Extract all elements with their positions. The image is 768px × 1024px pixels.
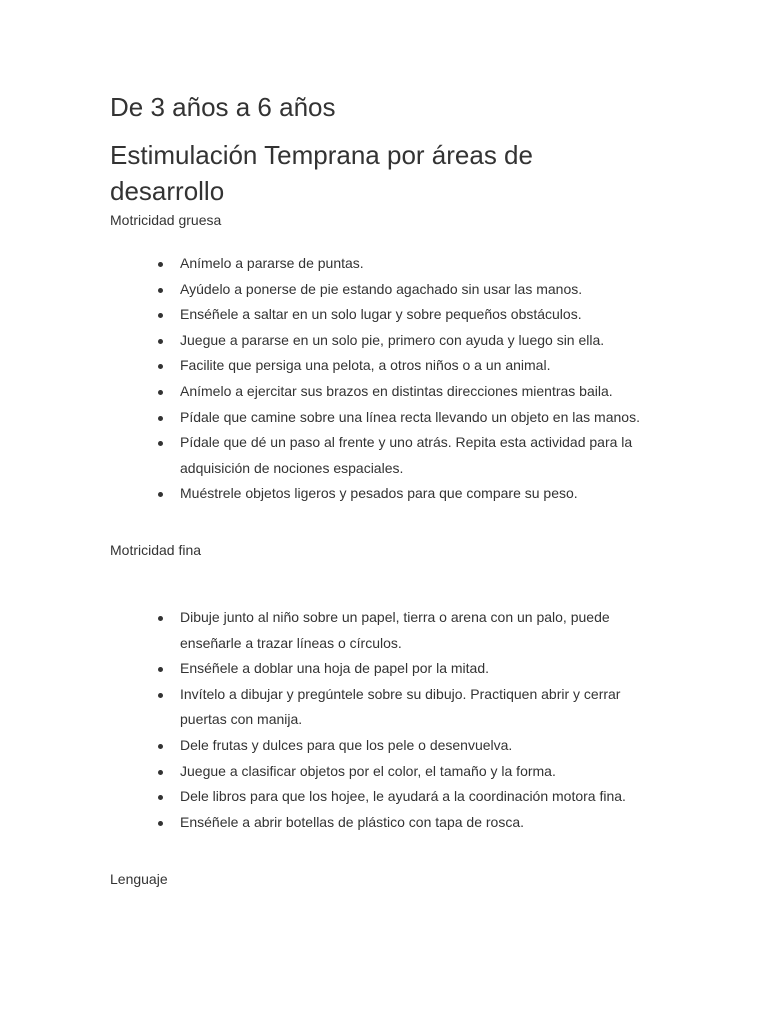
bullet-icon	[158, 616, 163, 621]
list-item	[110, 784, 670, 810]
list-item-text: Anímelo a pararse de puntas.	[180, 255, 364, 271]
bullet-icon	[158, 667, 163, 672]
list-item-text: Muéstrele objetos ligeros y pesados para que compare su peso.	[180, 485, 578, 502]
list-item-text: Pídale que dé un paso al frente y uno atrás. Repita esta actividad para la adquisición de nociones espaciales.	[180, 434, 633, 476]
bullet-icon	[158, 492, 163, 497]
list-item	[110, 682, 670, 733]
list-item-text: Invítelo a dibujar y pregúntele sobre su dibujo. Practiquen abrir y cerrar puertas con manija.	[180, 685, 621, 728]
list-item	[110, 302, 670, 328]
list-item	[110, 656, 670, 682]
list-item-text: Juegue a pararse en un solo pie, primero con ayuda y luego sin ella.	[180, 331, 605, 348]
list-item	[110, 328, 670, 354]
list-item-text: Pídale que camine sobre una línea recta llevando un objeto en las manos.	[180, 408, 640, 425]
list-item	[110, 481, 670, 507]
bullet-icon	[158, 821, 163, 826]
bullet-icon	[158, 364, 163, 369]
section-heading-lenguaje: Lenguaje	[110, 871, 168, 887]
bullet-icon	[158, 288, 163, 293]
bullet-icon	[158, 390, 163, 395]
list-motricidad-gruesa	[110, 251, 670, 507]
list-item-text: Dele libros para que los hojee, le ayudará a la coordinación motora fina.	[180, 788, 626, 805]
list-item	[110, 405, 670, 431]
list-item	[110, 605, 670, 656]
list-item-text: Facilite que persiga una pelota, a otros niños o a un animal.	[180, 357, 551, 374]
list-item	[110, 353, 670, 379]
list-item-text: Enséñele a abrir botellas de plástico con tapa de rosca.	[180, 813, 524, 830]
list-item	[110, 277, 670, 303]
list-item-text: Dibuje junto al niño sobre un papel, tierra o arena con un palo, puede enseñarle a trazar líneas o círculos.	[180, 609, 610, 651]
list-item	[110, 430, 670, 481]
list-item-text: Juegue a clasificar objetos por el color, el tamaño y la forma.	[180, 762, 556, 779]
section-heading-motricidad-gruesa: Motricidad gruesa	[110, 212, 222, 228]
list-item-text: Enséñele a doblar una hoja de papel por la mitad.	[180, 660, 489, 677]
list-item-text: Ayúdelo a ponerse de pie estando agachado sin usar las manos.	[180, 280, 583, 297]
bullet-icon	[158, 744, 163, 749]
section-heading-motricidad-fina: Motricidad fina	[110, 542, 202, 558]
bullet-icon	[158, 313, 163, 318]
bullet-icon	[158, 795, 163, 800]
list-item	[110, 733, 670, 759]
list-item	[110, 379, 670, 405]
bullet-icon	[158, 441, 163, 446]
list-item	[110, 759, 670, 785]
bullet-icon	[158, 262, 163, 267]
list-item-text: Dele frutas y dulces para que los pele o desenvuelva.	[180, 736, 513, 753]
page-title: De 3 años a 6 años	[110, 92, 336, 122]
list-item	[110, 810, 670, 836]
bullet-icon	[158, 339, 163, 344]
bullet-icon	[158, 416, 163, 421]
list-item-text: Enséñele a saltar en un solo lugar y sobre pequeños obstáculos.	[180, 306, 582, 323]
list-item	[110, 251, 670, 277]
page-subtitle: Estimulación Temprana por áreas de desarrollo	[110, 140, 533, 206]
list-motricidad-fina	[110, 605, 670, 835]
bullet-icon	[158, 770, 163, 775]
list-item-text: Anímelo a ejercitar sus brazos en distintas direcciones mientras baila.	[180, 382, 613, 399]
bullet-icon	[158, 693, 163, 698]
